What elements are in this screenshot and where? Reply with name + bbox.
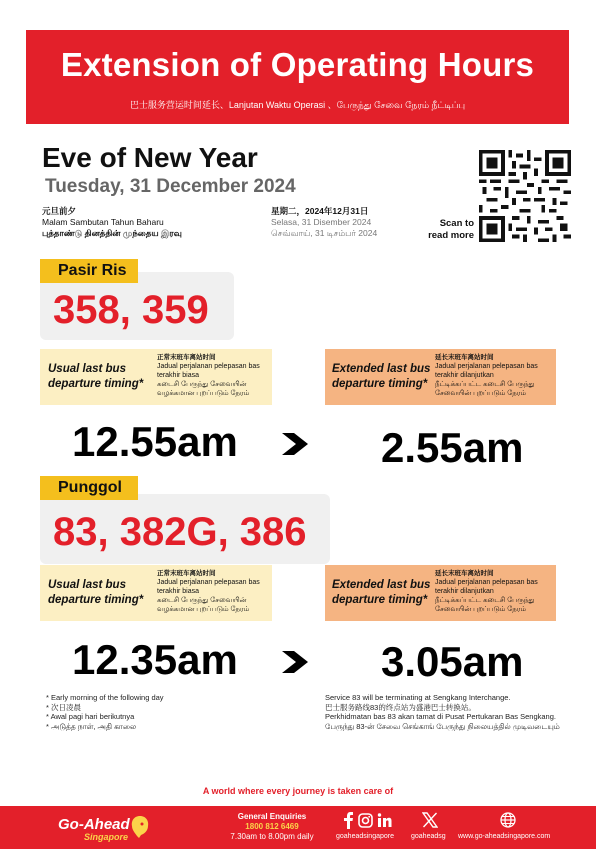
globe-icon[interactable]	[500, 812, 516, 828]
arrow-right-icon	[282, 651, 308, 673]
brand-logo-sub: Singapore	[84, 832, 129, 842]
route-services: 83, 382G, 386	[53, 510, 307, 554]
social-handle-x[interactable]: goaheadsg	[411, 833, 446, 840]
usual-label-multilingual: 正常末班车离站时间 Jadual perjalanan pelepasan bas terakhir biasa கடைசி பேருந்து சேவையின் வழக்கமான புறப்படும் நேரம்	[157, 570, 260, 613]
route-area-tag: Punggol	[40, 476, 138, 500]
linkedin-icon[interactable]	[377, 813, 392, 828]
usual-timing-box	[40, 349, 272, 405]
footer-bar	[0, 806, 596, 849]
extended-label-multilingual: 延长末班车离站时间 Jadual perjalanan pelepasan bas terakhir dilanjutkan நீட்டிக்கப்பட்ட கடைசி பேருந்து சேவையின் புறப்படும் நேரம்	[435, 570, 538, 613]
event-date-ms: Selasa, 31 Disember 2024	[271, 217, 372, 227]
x-twitter-icon[interactable]	[422, 812, 438, 828]
event-date: Tuesday, 31 December 2024	[45, 176, 296, 197]
extended-timing-box	[325, 349, 556, 405]
extended-time: 3.05am	[381, 638, 524, 685]
website-link[interactable]: www.go-aheadsingapore.com	[458, 833, 551, 840]
usual-timing-box	[40, 565, 272, 621]
banner-subtitle: 巴士服务营运时间延长、Lanjutan Waktu Operasi 、பேருந்து சேவை நேரம் நீட்டிப்பு	[129, 100, 466, 110]
event-date-ta: செவ்வாய், 31 டிசம்பர் 2024	[271, 228, 378, 238]
extended-label: Extended last bus departure timing*	[332, 363, 431, 390]
route-services-box	[40, 494, 330, 564]
general-enquiries: General Enquiries 1800 812 6469 7.30am to 8.00pm daily	[212, 812, 332, 842]
route-services: 358, 359	[53, 288, 209, 332]
event-name-ms: Malam Sambutan Tahun Baharu	[42, 217, 164, 227]
lion-logo-icon	[128, 814, 152, 840]
extended-time: 2.55am	[381, 424, 524, 471]
phone-number: 1800 812 6469	[245, 822, 299, 831]
extended-timing-box	[325, 565, 556, 621]
footnote-right: Service 83 will be terminating at Sengkang Interchange. 巴士服务路线83的终点站为盛港巴士转换站。 Perkhidmatan bas 83 akan tamat di Pusat Pertukaran Bas Sengkang. பேருந்து 83-ன் சேவை செங்காங் பேருந்து நிலையத்தில் முடிவடையும்	[325, 693, 560, 731]
route-area-tag: Pasir Ris	[40, 259, 138, 283]
event-name-ta: புத்தாண்டு தினத்தின் முந்தைய இரவு	[42, 228, 182, 238]
header-banner	[26, 30, 569, 124]
event-name-zh: 元旦前夕	[42, 206, 77, 216]
extended-label: Extended last bus departure timing*	[332, 579, 431, 606]
instagram-icon[interactable]	[358, 813, 373, 828]
banner-title: Extension of Operating Hours	[60, 46, 535, 83]
usual-label-multilingual: 正常末班车离站时间 Jadual perjalanan pelepasan bas terakhir biasa கடைசி பேருந்து சேவையின் வழக்கமான புறப்படும் நேரம்	[157, 354, 260, 397]
usual-label: Usual last bus departure timing*	[48, 363, 144, 390]
facebook-icon[interactable]	[342, 812, 354, 829]
tagline: A world where every journey is taken care of	[202, 786, 394, 796]
social-handle-main[interactable]: goaheadsingapore	[336, 833, 394, 840]
usual-time: 12.55am	[72, 418, 238, 465]
extended-label-multilingual: 延长末班车离站时间 Jadual perjalanan pelepasan bas terakhir dilanjutkan நீட்டிக்கப்பட்ட கடைசி பேருந்து சேவையின் புறப்படும் நேரம்	[435, 354, 538, 397]
brand-logo: Go-Ahead	[58, 816, 130, 833]
footnote-left: * Early morning of the following day * 次日凌晨 * Awal pagi hari berikutnya * அடுத்த நாள், அதி காலை	[46, 693, 164, 731]
usual-time: 12.35am	[72, 636, 238, 683]
qr-code[interactable]	[479, 150, 571, 242]
event-date-zh: 星期二，2024年12月31日	[271, 206, 369, 216]
usual-label: Usual last bus departure timing*	[48, 579, 144, 606]
scan-label: Scan to read more	[428, 218, 474, 241]
arrow-right-icon	[282, 433, 308, 455]
event-title: Eve of New Year	[42, 142, 258, 173]
